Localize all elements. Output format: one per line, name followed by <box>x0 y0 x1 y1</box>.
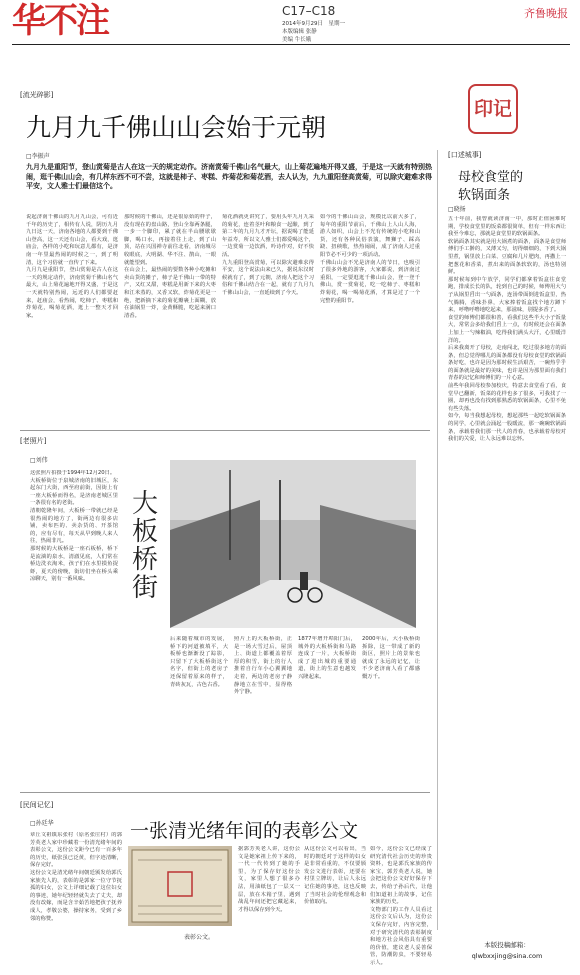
article2-para: 这张照片拍摄于1994年12月20日。 <box>30 470 116 476</box>
article2-col3 <box>234 636 292 786</box>
article3-para: 据郭芳英老人讲，这份公文是她家祖上传下来的，一代一代传到了她的手里，为了保存好这份公文，家里人想了很多办法，用油纸包了一层又一层，放在木箱子里，遇到战乱年间还把它藏起来，才得以保存到今天。 <box>238 846 300 913</box>
article3-author: □孙廷华 <box>30 820 54 827</box>
certificate-art <box>128 846 232 926</box>
masthead: 华不注 <box>12 1 108 41</box>
issue-date: 2014年9月29日 星期一 <box>282 21 345 27</box>
article1-title: 九月九千佛山山会始于元朝 <box>26 113 327 142</box>
street-photo-art <box>170 460 416 628</box>
newspaper-logo: 齐鲁晚报 <box>524 7 568 20</box>
article2-author: □刘伟 <box>30 457 48 464</box>
sidebar-body <box>448 216 566 924</box>
article2-para: 照片上的大板桥街，正是一场大雪过后，屋顶上、街道上都覆盖着厚厚的积雪，街上的行人推着自行车小心翼翼地走着，两边的老房子静静地立在雪中，显得格外宁静。 <box>234 636 292 696</box>
article2-vertical-title: 大板桥街 <box>132 489 159 603</box>
article3-para: 文物部门的工作人员看过这份公文后认为，这份公文保存完好，内容完整，对于研究清代的表彰制度和地方社会风俗具有重要的价值，建议老人妥善保管，防潮防虫，不要轻易示人。 <box>370 906 432 966</box>
yinji-seal: 印记 <box>468 84 518 134</box>
article1-para: 如今的千佛山山会，规模比以前大多了，每年的重阳节前后，千佛山上人山人海，游人如织，山会上不光有传统的小吃和山货，还有各种民俗表演，舞狮子、踩高跷、扭秧歌，热热闹闹，成了济南人过重阳节必不可少的一项活动。 <box>320 214 420 258</box>
sidebar-para: 后来我离开了母校，走南闯北，吃过很多地方的面条，但总觉得哪儿的面条都没有母校食堂的软锅面条好吃，也许是因为那时候生活艰苦，一碗热乎乎的面条就是最好的美味，也许是因为那里面有我们青春的记忆和师傅们的一片心意。 <box>448 345 566 382</box>
article3-rule <box>20 792 430 793</box>
article1-author: □李振声 <box>26 153 50 160</box>
sidebar-divider <box>437 150 438 930</box>
header-rule <box>12 44 570 45</box>
sidebar-para: 如今，每当我想起母校，想起那些一起吃软锅面条的同学，心里就会涌起一股暖流，那一碗碗软锅面条，承载着我们那一代人的青春，也承载着母校对我们的关爱，让人永远难以忘怀。 <box>448 413 566 443</box>
sidebar-kicker: [口述城事] <box>448 151 482 159</box>
article3-col2 <box>238 846 300 970</box>
article2-rule <box>20 430 430 431</box>
sidebar-title-line1: 母校食堂的 <box>458 170 524 185</box>
article2-para: 2000年后，大小板桥街拆除，这一带成了新的街区，照片上的景象也就成了永远的记忆，让不少老济南人看了都感慨万千。 <box>362 636 420 680</box>
article3-para: 如今，这份公文已经成了研究清代社会历史的珍贵资料，也是郭氏家族的传家宝，郭芳英老人说，她会把这份公文好好保存下去，传给子孙后代，让他们知道祖上的故事，记住家族的历史。 <box>370 846 432 906</box>
sidebar-para: 那时候每到中午放学，同学们都拿着饭盒往食堂跑，排成长长的队，轮到自己的时候，师傅用大勺子从锅里舀出一勺面条，连汤带面倒进饭盒里，热气腾腾，香味扑鼻，大家捧着饭盒找个地方蹲下来，呼噜呼噜地吃起来，那滋味，别提多香了。 <box>448 276 566 314</box>
article2-col4 <box>298 636 356 786</box>
article3-col4 <box>370 846 432 970</box>
article1-para: 菊花酒就更讲究了，要用头年九月九采的菊花，连着茎叶和粮食一起酿，到了第二年的九月九才开坛，据说喝了能延年益寿，所以文人雅士们都爱喝这个，一边赏菊一边饮酒，吟诗作对，好不快活。 <box>222 214 314 258</box>
article1-col1 <box>26 214 118 424</box>
article1-para: 九九重阳登高赏菊，可以除灾避难求得平安，这个说法由来已久，据说东汉时候就有了，到了元朝，济南人把这个习俗和千佛山结合在一起，就有了九月九千佛山山会，一直延续到了今天。 <box>222 259 314 296</box>
article2-col2 <box>170 636 228 786</box>
article1-para: 在山会上，最热闹的要数各种小吃摊和卖山货的摊子，柿子是千佛山一带的特产，又红又甜，枣糕是用新下来的大枣和江米蒸的，又香又软，炸菊花更是一绝，把新摘下来的菊花瓣裹上面糊，放在油锅里一炸，金黄酥脆，吃起来满口清香。 <box>124 267 216 319</box>
article1-col3 <box>222 214 314 424</box>
article3-col1 <box>30 832 122 970</box>
certificate-photo <box>128 846 232 926</box>
sidebar-author: □晓扬 <box>448 206 466 213</box>
sidebar-para: 五十年前，我曾就读济南一中，那时正值困难时期，学校食堂里的饭菜都很简单，但有一样东西让我至今难忘，那就是食堂里的软锅面条。 <box>448 216 566 238</box>
article2-para: 大板桥街位于泉城济南的旧城区，东起东门大街，西至府前街，因街上有一座大板桥而得名，是济南老城区里一条很有名的老街。 <box>30 477 118 507</box>
certificate-caption: 表彰公文。 <box>184 934 215 941</box>
page-code: C17–C18 <box>282 4 336 18</box>
submission-label: 本版投稿邮箱： <box>484 941 530 949</box>
article3-title: 一张清光绪年间的表彰公文 <box>130 820 359 842</box>
article2-para: 1877年增开埠阳门后，城外的大板桥街和马路连成了一片，大板桥街成了进出城的重要通道，街上的生意也越发兴隆起来。 <box>298 636 356 680</box>
article3-para: 章丘文祖镇东张村（原名张庄村）的郭芳英老人家中珍藏着一份清光绪年间的表彰公文，这份公文距今已有一百多年的历史，纸张虽已泛黄，但字迹清晰，保存完好。 <box>30 832 122 869</box>
article1-kicker: [流光碎影] <box>20 91 54 99</box>
sidebar-para: 前些年我回母校参加校庆，特意去食堂看了看，食堂早已翻新，饭菜的花样也多了很多，可我找了一圈，却再也没有找到那熟悉的软锅面条，心里不免有些失落。 <box>448 383 566 412</box>
article1-para: 千佛山山会不光是济南人的节日，也吸引了很多外地的游客，大家都说，到济南过重阳，一定要逛逛千佛山山会，登一登千佛山，赏一赏菊花，吃一吃柿子、枣糕和炸菊花，喝一喝菊花酒，才算是过了一个完整的重阳节。 <box>320 259 420 304</box>
article3-kicker: [民间记忆] <box>20 801 54 809</box>
submission-email[interactable]: qlwbxxjing@sina.com <box>471 952 543 960</box>
article1-col4 <box>320 214 420 424</box>
article2-para: 清朝乾隆年间，大板桥一带就已经是很热闹的地方了，街两边有很多店铺，卖布匹的、卖杂货的、开茶馆的，应有尽有，每天从早到晚人来人往，热闹非凡。 <box>30 507 118 545</box>
editor-credit: 本版编辑 张静 <box>282 29 317 35</box>
article2-col1 <box>30 470 118 785</box>
article2-para: 那时候的大板桥是一座石板桥，桥下是流淌的泉水，清澈见底，人们常在桥边洗衣淘米，孩子们在水里摸鱼捉虾，夏天的傍晚，街坊们坐在桥头乘凉聊天，别有一番风味。 <box>30 545 118 583</box>
article3-para: 从这份公文可以看出，当时的朝廷对于这样的妇女是非常看重的，不仅要颁发公文进行表彰，还要在村里立牌坊，让后人永远记住她的事迹，这也反映了当时社会的伦理观念和价值取向。 <box>304 846 366 906</box>
designer-credit: 美编 牛长娥 <box>282 37 312 43</box>
sidebar-para: 软锅面条其实就是用大锅煮的面条，面条是食堂师傅们手工擀的，又薄又匀，切得细细的，下到大锅里煮，锅里放上白菜、豆腐和几片肥肉，再撒上一把葱花和香菜，煮出来的面条软软的，汤也特别鲜。 <box>448 238 566 276</box>
article1-col2 <box>124 214 216 424</box>
article1-para: 九月九是重阳节，登山赏菊是古人在这一天的规定动作，济南赏菊千佛山名气最大，山上菊花遍地开得又盛，于是这一天就特别热闹，远近的人们都要赶来，赶庙会，看热闹，吃柿子、枣糕和炸菊花，喝菊花酒，逛上一整天才回家。 <box>26 267 118 319</box>
article3-para: 这份公文是清光绪年间朝廷颁发给郭氏家族先人的，表彰的是郭家一位守节抚孤的妇女，公文上详细记载了这位妇女的事迹，她年纪轻轻就失去了丈夫，却没有改嫁，而是含辛茹苦地把孩子抚养成人，孝敬公婆，操持家务，受到了乡邻的称赞。 <box>30 869 122 922</box>
article2-kicker: [老照片] <box>20 437 47 445</box>
article1-intro: 九月九是重阳节，登山赏菊是古人在这一天的规定动作。济南赏菊千佛山名气最大，山上菊花遍地开得又盛，于是这一天就有特别热闹，逛千佛山山会，有几样东西不可不尝，这就是柿子、枣糕、炸菊花和菊花酒，去人认为，九九重阳登高赏菊，可以除灾避难求得平安，文人雅士们最信这个。 <box>26 163 432 190</box>
article2-para: 后来随着城市的发展，桥下的河道被填平，大板桥也渐渐没了踪影，只留下了大板桥街这个名字，但街上的老房子还保留着原来的样子，青砖灰瓦，古色古香。 <box>170 636 228 688</box>
article1-para: 说起济南千佛山的九月九山会，可有近千年的历史了，相传有人说，阴历九月九日这一天，济南各地的人都要到千佛山登高，这一天还有山会，看大戏，逛庙会，各样的小吃和玩意儿都有，是济南一年里最热闹的时候之一，到了明清，这个习俗就一直传了下来。 <box>26 214 118 266</box>
article3-col3 <box>304 846 366 970</box>
article1-para: 那时候的千佛山，还是很原始的样子，没有现在的盘山路，登山全靠两条腿，一步一个脚印，累了就在半山腰歇歇脚，喝口水，再接着往上走，到了山顶，站在兴国禅寺前往北看，济南城尽收眼底，大明湖、华不注、鹊山，一眼就能望到。 <box>124 214 216 266</box>
street-snow-photo <box>170 460 416 628</box>
sidebar-para: 食堂的师傅们都很和善，看我们这些半大小子饭量大，常常会多给我们舀上一点，有时候还会在面条上加上一勺辣椒油，吃得我们满头大汗，心里暖洋洋的。 <box>448 314 566 344</box>
sidebar-title-line2: 软锅面条 <box>458 188 511 203</box>
article2-col5 <box>362 636 420 786</box>
